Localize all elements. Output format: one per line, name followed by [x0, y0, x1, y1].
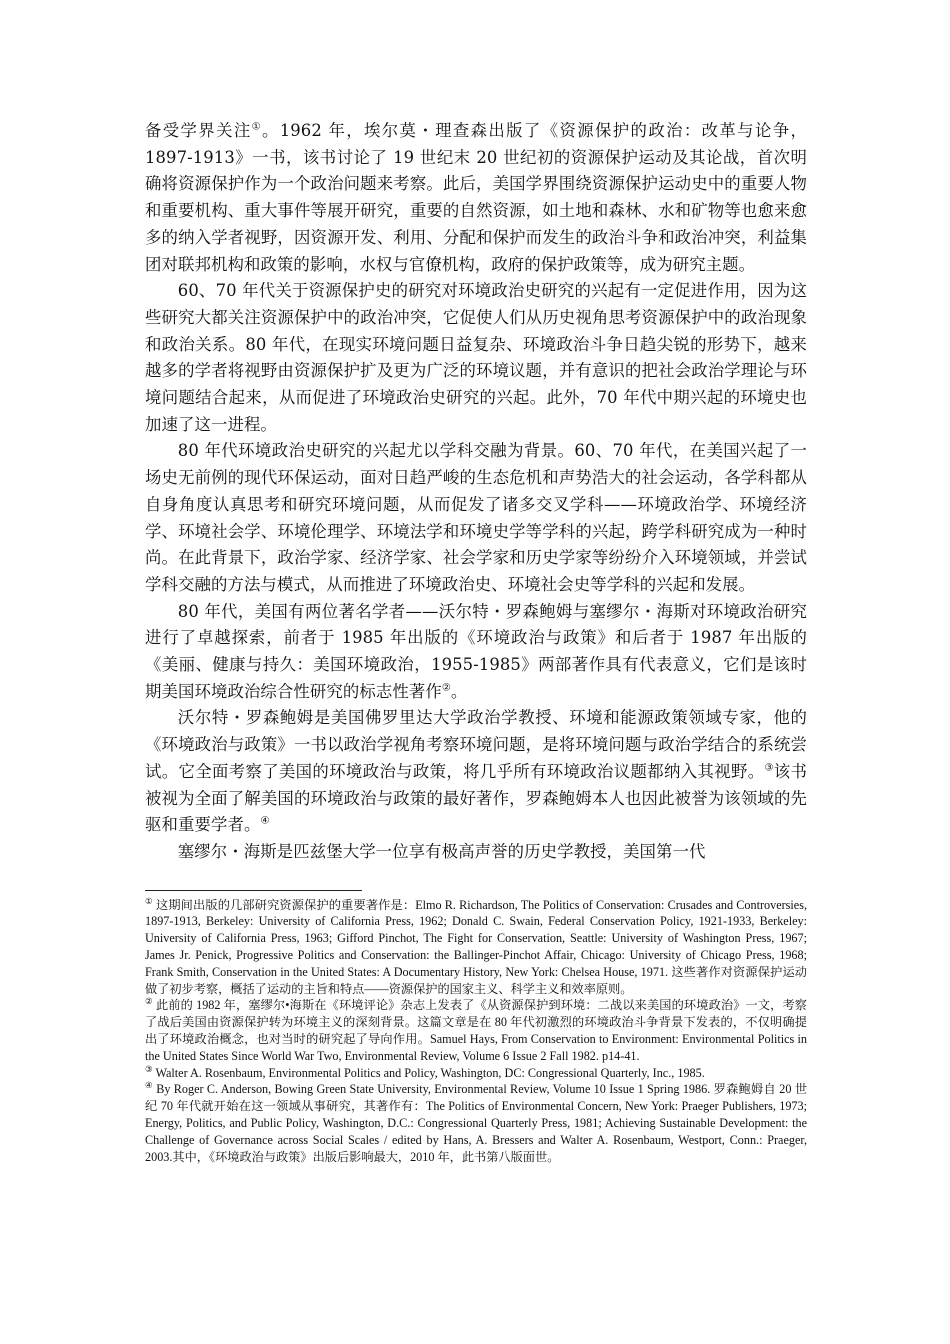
footnote-ref-2[interactable]: ② [441, 682, 451, 694]
paragraph-3: 80 年代环境政治史研究的兴起尤以学科交融为背景。60、70 年代，在美国兴起了一场史无前例的现代环保运动，面对日趋严峻的生态危机和声势浩大的社会运动，各学科都从自身角度认真思考和研究环境问题，从而促发了诸多交叉学科——环境政治学、环境经济学、环境社会学、环境伦理学、环境法学和环境史学等学科的兴起，跨学科研究成为一种时尚。在此背景下，政治学家、经济学家、社会学家和历史学家等纷纷介入环境领域，并尝试学科交融的方法与模式，从而推进了环境政治史、环境社会史等学科的兴起和发展。 [145, 441, 807, 594]
footnote-4 [145, 1081, 807, 1165]
footnote-1 [145, 897, 807, 998]
footnote-4-text: By Roger C. Anderson, Bowing Green State University, Environmental Review, Volume 10 Issue 1 Spring 1986. 罗森鲍姆自 20 世纪 70 年代就开始在这一领域从事研究，其著作有：The Politics of Environmental Concern, New York: Praeger Publishers, 1973; Energy, Politics, and Public Policy, Washington, D.C.: Congressional Quarterly Press, 1981; Achieving Sustainable Development: the Challenge of Governance across Social Scales / edited by Hans, A. Bressers and Walter A. Rosenbaum, Westport, Conn.: Praeger, 2003.其中，《环境政治与政策》出版后影响最大，2010 年，此书第八版面世。 [145, 1082, 808, 1164]
footnote-2-text: 此前的 1982 年，塞缪尔•海斯在《环境评论》杂志上发表了《从资源保护到环境：二战以来美国的环境政治》一文，考察了战后美国由资源保护转为环境主义的深刻背景。这篇文章是在 80 年代初激烈的环境政治斗争背景下发表的，不仅明确提出了环境政治概念，也对当时的研究起了导向作用。Samuel Hays, From Conservation to Environment: Environmental Politics in the United States Since World War Two, Environmental Review, Volume 6 Issue 2 Fall 1982. p14-41. [145, 998, 807, 1063]
paragraph-1-text-a: 备受学界关注 [145, 121, 252, 140]
footnote-ref-4[interactable]: ④ [260, 815, 270, 827]
footnote-mark-1: ① [145, 895, 153, 906]
footnote-ref-3[interactable]: ③ [764, 762, 774, 774]
paragraph-4 [145, 599, 807, 706]
paragraph-1 [145, 118, 807, 278]
footnote-2 [145, 997, 807, 1064]
document-page [145, 118, 807, 1165]
footnotes [145, 897, 807, 1166]
footnote-3 [145, 1065, 807, 1082]
body-text [145, 118, 807, 866]
footnote-ref-1[interactable]: ① [251, 121, 262, 133]
paragraph-6: 塞缪尔・海斯是匹兹堡大学一位享有极高声誉的历史学教授，美国第一代 [177, 841, 706, 861]
paragraph-5-text-a: 沃尔特・罗森鲍姆是美国佛罗里达大学政治学教授、环境和能源政策领域专家，他的《环境政治与政策》一书以政治学视角考察环境问题，是将环境问题与政治学结合的系统尝试。它全面考察了美国的环境政治与政策，将几乎所有环境政治议题都纳入其视野。 [145, 708, 807, 781]
paragraph-5 [145, 705, 807, 839]
footnote-divider [145, 890, 362, 891]
footnote-mark-2: ② [145, 996, 153, 1007]
footnote-mark-3: ③ [145, 1063, 153, 1074]
footnote-3-text: Walter A. Rosenbaum, Environmental Politics and Policy, Washington, DC: Congressional Quarterly, Inc., 1985. [155, 1065, 705, 1080]
footnote-1-text: 这期间出版的几部研究资源保护的重要著作是：Elmo R. Richardson, The Politics of Conservation: Crusades and Controversies, 1897-1913, Berkeley: University of California Press, 1962; Donald C. Swain, Federal Conservation Policy, 1921-1933, Berkeley: University of California Press, 1963; Gifford Pinchot, The Fight for Conservation, Seattle: University of Washington Press, 1967; James Jr. Penick, Progressive Politics and Conservation: the Ballinger-Pinchot Affair, Chicago: University of Chicago Press, 1968; Frank Smith, Conservation in the United States: A Documentary History, New York: Chelsea House, 1971. 这些著作对资源保护运动做了初步考察，概括了运动的主旨和特点——资源保护的国家主义、科学主义和效率原则。 [145, 897, 807, 996]
paragraph-4-text-b: 。 [450, 681, 468, 701]
footnote-mark-4: ④ [145, 1080, 153, 1091]
paragraph-1-text-b: 。1962 年，埃尔莫・理查森出版了《资源保护的政治：改革与论争，1897-1913》一书，该书讨论了 19 世纪末 20 世纪初的资源保护运动及其论战，首次明确将资源保护作为一个政治问题来考察。此后，美国学界围绕资源保护运动史中的重要人物和重要机构、重大事件等展开研究，重要的自然资源，如土地和森林、水和矿物等也愈来愈多的纳入学者视野，因资源开发、利用、分配和保护而发生的政治斗争和政治冲突，利益集团对联邦机构和政策的影响，水权与官僚机构，政府的保护政策等，成为研究主题。 [145, 121, 807, 274]
paragraph-4-text-a: 80 年代，美国有两位著名学者——沃尔特・罗森鲍姆与塞缪尔・海斯对环境政治研究进行了卓越探索，前者于 1985 年出版的《环境政治与政策》和后者于 1987 年出版的《美丽、健康与持久：美国环境政治，1955-1985》两部著作具有代表意义，它们是该时期美国环境政治综合性研究的标志性著作 [145, 601, 807, 701]
paragraph-5-text-b: 该书被视为全面了解美国的环境政治与政策的最好著作，罗森鲍姆本人也因此被誉为该领域的先驱和重要学者。 [145, 761, 807, 835]
paragraph-2: 60、70 年代关于资源保护史的研究对环境政治史研究的兴起有一定促进作用，因为这些研究大都关注资源保护中的政治冲突，它促使人们从历史视角思考资源保护中的政治现象和政治关系。80 年代，在现实环境问题日益复杂、环境政治斗争日趋尖锐的形势下，越来越多的学者将视野由资源保护扩及更为广泛的环境议题，并有意识的把社会政治学理论与环境问题结合起来，从而促进了环境政治史研究的兴起。此外，70 年代中期兴起的环境史也加速了这一进程。 [145, 281, 807, 434]
